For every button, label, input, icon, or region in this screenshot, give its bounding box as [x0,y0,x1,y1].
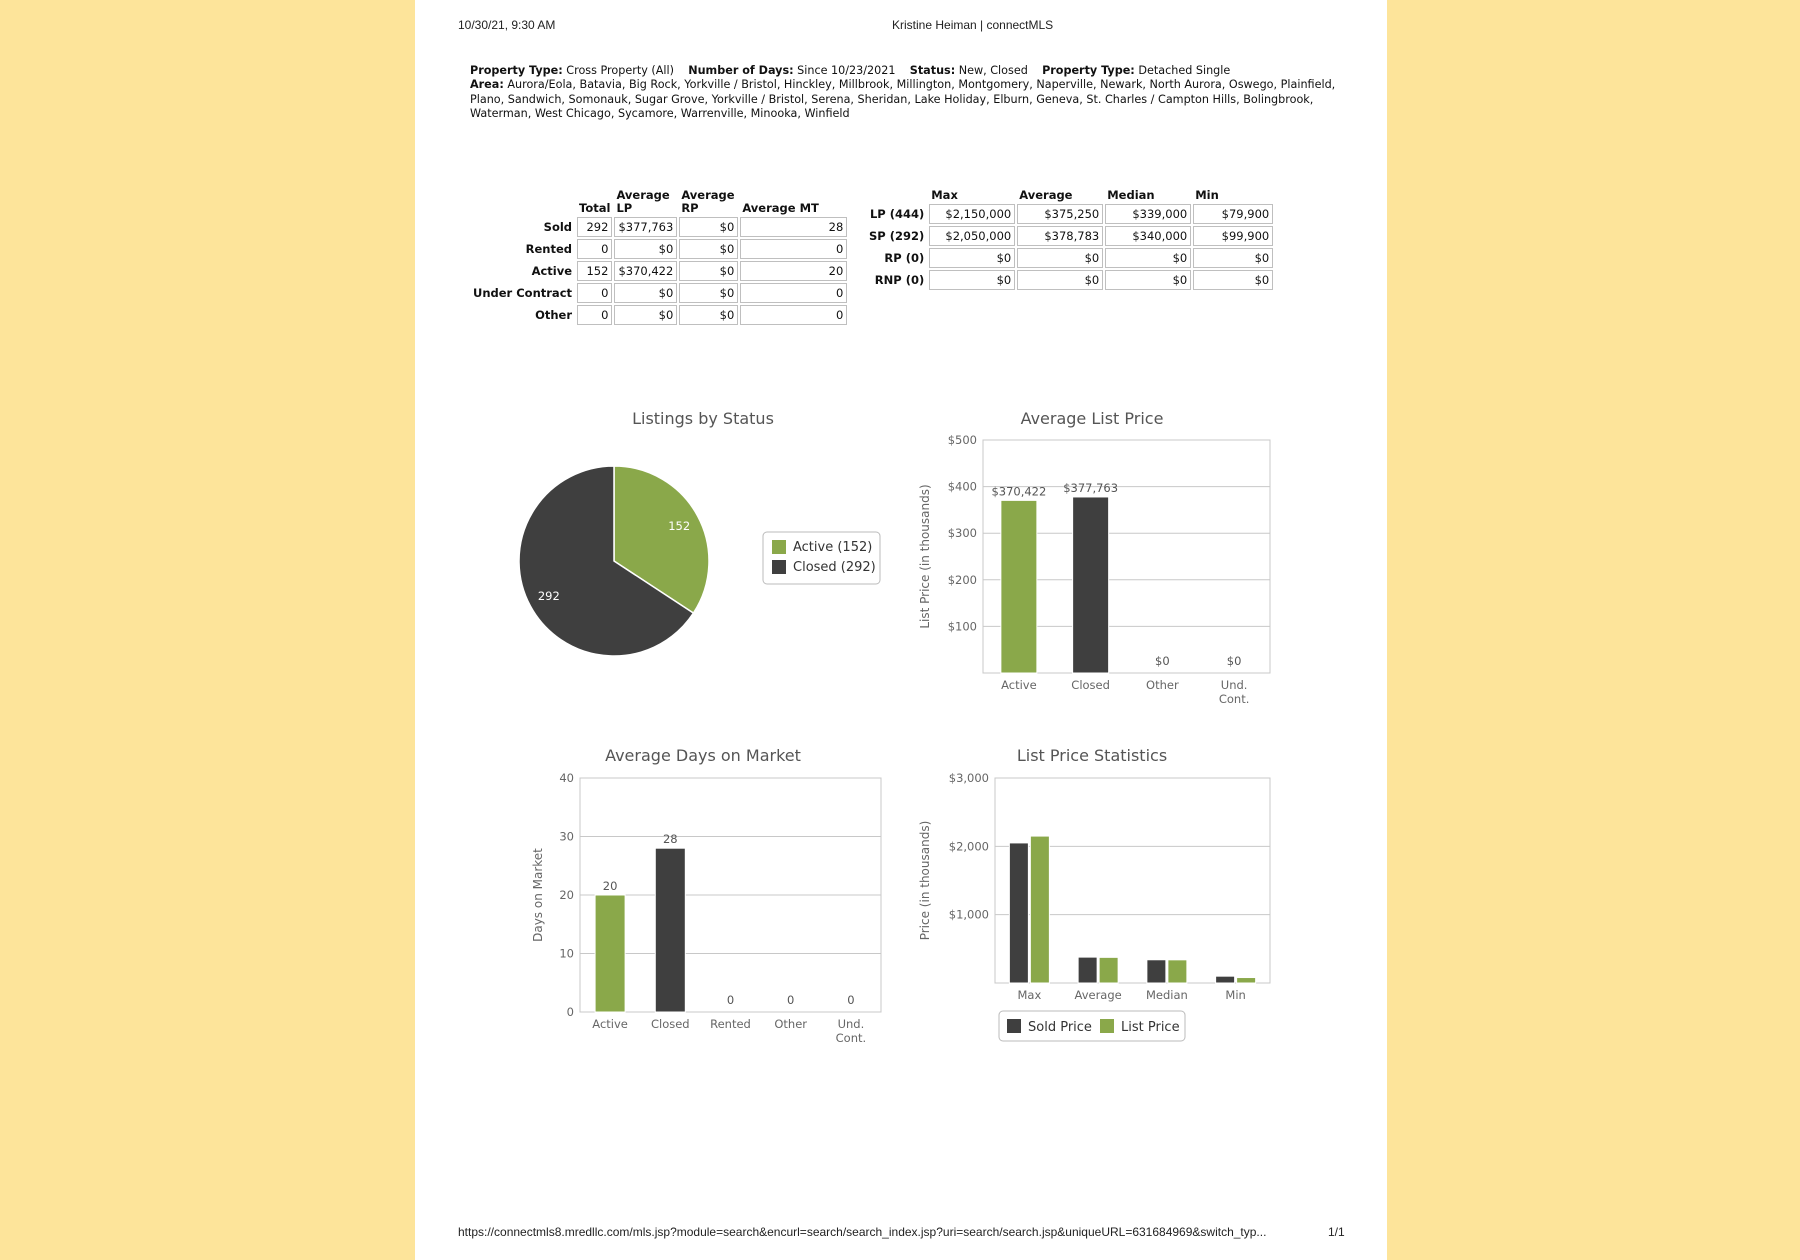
x-tick-label: Median [1145,988,1188,1002]
row-label: LP (444) [869,207,925,221]
cell: $0 [614,239,677,259]
col-header: Total [579,201,611,215]
criteria-value: New, Closed [958,64,1028,77]
cell: 292 [577,217,612,237]
legend-item: Closed (292) [793,560,876,575]
col-header: Average RP [681,188,735,215]
y-tick-label: $1,000 [948,907,989,922]
chart-title: Average Days on Market [605,746,801,765]
col-header: Average MT [742,201,819,215]
col-header: Average [1019,188,1073,202]
bar-data-label: 20 [602,879,618,893]
cell: $2,150,000 [929,204,1015,224]
row-label: RP (0) [884,251,925,265]
y-tick-label: $200 [947,572,977,587]
y-axis-label: Price (in thousands) [918,820,932,941]
y-axis-label: List Price (in thousands) [918,484,932,629]
cell: $0 [679,217,738,237]
chart-title: List Price Statistics [1016,746,1168,765]
cell: $0 [679,239,738,259]
bar-data-label: $0 [1226,654,1242,668]
x-tick-label: Min [1225,988,1246,1002]
bar-data-label: $377,763 [1063,480,1119,495]
cell: 0 [577,283,612,303]
row-label: Other [535,308,573,322]
row-label: SP (292) [869,229,925,243]
x-tick-label: Active [592,1017,628,1031]
y-tick-label: $500 [947,433,977,447]
x-tick-label: Other [774,1017,808,1031]
cell: $0 [1105,270,1191,290]
bar-list-price [1168,960,1187,983]
cell: $0 [1193,248,1273,268]
legend-item: List Price [1121,1020,1180,1035]
criteria-value: Cross Property (All) [566,64,674,77]
cell: 152 [577,261,612,281]
row-label: Rented [525,242,573,256]
legend-swatch [1007,1019,1021,1033]
bar-data-label: 0 [787,993,795,1007]
cell: $79,900 [1193,204,1273,224]
chart-title: Average List Price [1020,409,1164,428]
legend-swatch [772,540,786,554]
row-label: Active [531,264,573,278]
cell: $378,783 [1017,226,1103,246]
pie-data-label: 152 [668,518,691,533]
col-header: Min [1195,188,1219,202]
cell: $0 [1017,270,1103,290]
legend-item: Sold Price [1028,1020,1092,1035]
criteria-key: Number of Days: [688,64,794,77]
bar-sold-price [1078,957,1097,983]
x-tick-label: Und. [837,1017,865,1031]
col-header: Max [931,188,958,202]
y-tick-label: 10 [559,946,574,961]
bar-data-label: 28 [662,832,678,847]
x-tick-label: Closed [650,1017,690,1031]
criteria-value: Since 10/23/2021 [797,64,896,77]
cell: $0 [679,283,738,303]
x-tick-label: Closed [1071,678,1110,692]
bar [1073,497,1109,673]
bar [595,895,625,1012]
cell: $2,050,000 [929,226,1015,246]
criteria-key: Area: [470,78,504,92]
y-axis-label: Days on Market [531,848,545,942]
bar-list-price [1030,836,1049,983]
chart-title: Listings by Status [632,409,774,428]
y-tick-label: $400 [947,479,977,494]
y-tick-label: 20 [559,888,574,902]
x-tick-label: Rented [710,1017,751,1031]
bar-sold-price [1147,960,1166,983]
bar-sold-price [1009,843,1028,983]
bar-data-label: $370,422 [991,484,1047,499]
x-tick-label: Other [1146,678,1179,692]
cell: $0 [679,261,738,281]
col-header: Median [1107,188,1155,202]
y-tick-label: 40 [559,771,574,785]
cell: $0 [1193,270,1273,290]
legend-item: Active (152) [793,540,873,555]
criteria-value: Aurora/Eola, Batavia, Big Rock, Yorkville / Bristol, Hinckley, Millbrook, Millington, Montgomery, Naperville, Newark, North Aurora, Oswego, Plainfield, Plano, Sandwich, Somonauk, Sugar Grove, Yorkville / Bristol, Serena, Sheridan, Lake Holiday, Elburn, Geneva, St. Charles / Campton Hills, Bolingbrook, Waterman, West Chicago, Sycamore, Warrenville, Minooka, Winfield [470,78,1336,121]
cell: 0 [577,305,612,325]
criteria-key: Property Type: [1042,64,1135,77]
cell: $0 [929,248,1015,268]
cell: 20 [740,261,847,281]
cell: $99,900 [1193,226,1273,246]
y-tick-label: $100 [947,619,977,634]
cell: $0 [1105,248,1191,268]
pie-data-label: 292 [537,589,560,604]
cell: $339,000 [1105,204,1191,224]
y-tick-label: $2,000 [948,839,989,854]
y-tick-label: $300 [947,526,977,541]
x-tick-label: Cont. [1218,692,1250,706]
legend-swatch [772,560,786,574]
cell: $377,763 [614,217,677,237]
cell: $0 [679,305,738,325]
cell: 28 [740,217,847,237]
bar-sold-price [1216,976,1235,983]
bar-data-label: 0 [726,993,735,1007]
cell: 0 [740,305,847,325]
report-page [415,0,1387,1260]
bar [1001,500,1037,673]
bar-data-label: $0 [1155,654,1170,668]
x-tick-label: Active [1001,678,1037,692]
print-datetime: 10/30/21, 9:30 AM [458,18,556,32]
bar-list-price [1099,957,1118,983]
x-tick-label: Und. [1220,678,1248,692]
cell: $340,000 [1105,226,1191,246]
page-url: https://connectmls8.mredllc.com/mls.jsp?module=search&encurl=search/search_index.jsp?uri=search/search.jsp&uniqueURL=631684969&switch_typ... [458,1225,1267,1239]
page-number: 1/1 [1328,1225,1345,1239]
y-tick-label: 0 [566,1005,574,1019]
cell: 0 [577,239,612,259]
row-label: RNP (0) [874,273,925,287]
cell: $0 [929,270,1015,290]
x-tick-label: Average [1074,988,1122,1002]
bar-list-price [1237,978,1256,983]
cell: $370,422 [614,261,677,281]
criteria-key: Status: [909,64,956,77]
page-header-title: Kristine Heiman | connectMLS [892,18,1054,32]
x-tick-label: Cont. [835,1031,867,1045]
x-tick-label: Max [1017,988,1042,1002]
cell: 0 [740,283,847,303]
row-label: Sold [543,220,573,234]
bar [655,848,685,1012]
cell: $0 [614,283,677,303]
cell: $375,250 [1017,204,1103,224]
cell: $0 [614,305,677,325]
criteria-key: Property Type: [470,64,563,77]
legend-swatch [1100,1019,1114,1033]
col-header: Average LP [616,188,670,215]
row-label: Under Contract [473,286,573,300]
y-tick-label: $3,000 [948,771,989,785]
cell: 0 [740,239,847,259]
criteria-value: Detached Single [1138,64,1231,77]
y-tick-label: 30 [559,829,574,844]
charts-area [415,0,1387,1260]
cell: $0 [1017,248,1103,268]
bar-data-label: 0 [847,993,855,1007]
